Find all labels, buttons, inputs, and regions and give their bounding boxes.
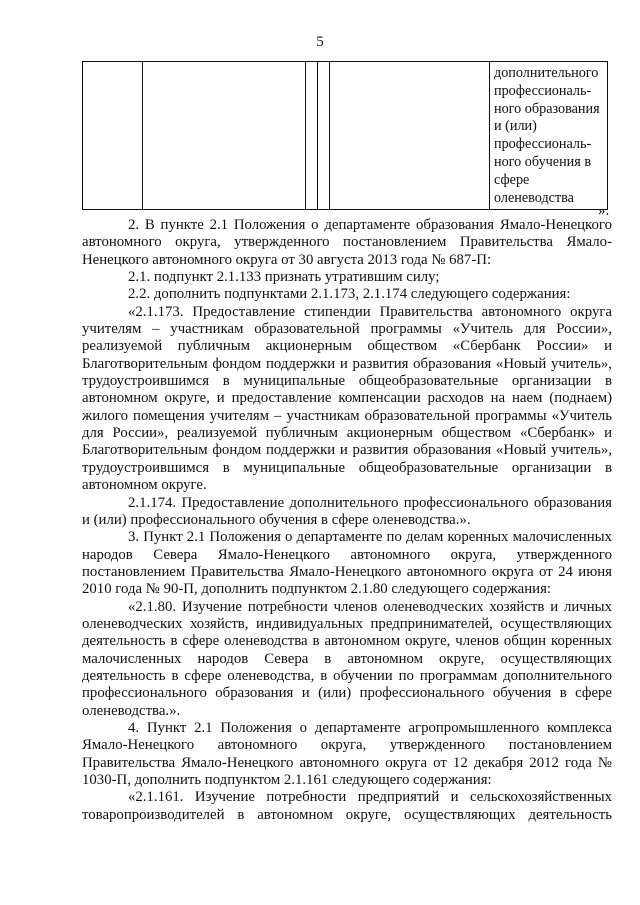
table-cell-5 (330, 62, 490, 210)
paragraph-2-1: 2.1. подпункт 2.1.133 признать утратившим силу; (128, 269, 440, 286)
document-body (82, 217, 612, 824)
table-row (83, 62, 608, 210)
paragraph-2-1-173: «2.1.173. Предоставление стипендии Правительства автономного округа учителям – участникам образовательной программы «Учитель для России», реализуемой публичным акционерным обществом «Сбербанк России» и Благотворительным фондом поддержки и развития образования «Новый учитель», трудоустроившимся в муниципальные общеобразовательные организации в автономном округе, и предоставление компенсации расходов на наем (поднаем) жилого помещения учителям – участникам образовательной программы «Учитель для России», реализуемой публичным акционерным обществом «Сбербанк» и Благотворительным фондом поддержки и развития образования «Новый учитель», трудоустроившимся в муниципальные общеобразовательные организации в автономном округе. (82, 303, 612, 494)
cell-line: оленеводства (494, 189, 574, 206)
paragraph-2: 2. В пункте 2.1 Положения о департаменте образования Ямало-Ненецкого автономного округа, утвержденного постановлением Правительства Ямало-Ненецкого автономного округа от 30 августа 2013 года № 687-П: (82, 217, 612, 268)
paragraph-2-1-161: «2.1.161. Изучение потребности предприятий и сельскохозяйственных товаропроизводителей в автономном округе, осуществляющих деятельность (82, 789, 612, 823)
continued-table (82, 61, 608, 210)
table-cell-6 (490, 62, 608, 210)
paragraph-2-2: 2.2. дополнить подпунктами 2.1.173, 2.1.174 следующего содержания: (128, 286, 571, 303)
page-number: 5 (316, 34, 324, 50)
cell-line: профессиональ- (494, 136, 592, 153)
paragraph-3: 3. Пункт 2.1 Положения о департаменте по делам коренных малочисленных народов Севера Ямало-Ненецкого автономного округа, утвержденного постановлением Правительства Ямало-Ненецкого автономного округа от 24 июня 2010 года № 90-П, дополнить подпунктом 2.1.80 следующего содержания: (82, 529, 612, 598)
table-cell-3 (306, 62, 318, 210)
cell-line: сфере (494, 171, 530, 188)
cell-line: профессиональ- (494, 82, 592, 99)
table-cell-4 (318, 62, 330, 210)
paragraph-2-1-174: 2.1.174. Предоставление дополнительного профессионального образования и (или) профессионального обучения в сфере оленеводства.». (82, 494, 612, 528)
paragraph-2-1-80: «2.1.80. Изучение потребности членов оленеводческих хозяйств и личных оленеводческих хозяйств, индивидуальных предпринимателей, осуществляющих деятельность в сфере оленеводства в автономном округе, членов общин коренных малочисленных народов Севера в автономном округе, осуществляющих деятельность в сфере оленеводства, в обучении по программам дополнительного профессионального образования и (или) профессионального обучения в сфере оленеводства.». (82, 598, 612, 719)
cell-line: ного образования (494, 100, 600, 117)
table-cell-1 (83, 62, 143, 210)
table-closing-mark: ». (598, 203, 610, 219)
cell-line: и (или) (494, 118, 537, 135)
paragraph-4: 4. Пункт 2.1 Положения о департаменте агропромышленного комплекса Ямало-Ненецкого автономного округа, утвержденного постановлением Правительства Ямало-Ненецкого автономного округа от 12 декабря 2012 года № 1030-П, дополнить подпунктом 2.1.161 следующего содержания: (82, 719, 612, 788)
table-cell-2 (143, 62, 306, 210)
cell-line: дополнительного (494, 65, 599, 81)
table-cell-6-text (490, 62, 607, 209)
cell-line: ного обучения в (494, 153, 592, 170)
